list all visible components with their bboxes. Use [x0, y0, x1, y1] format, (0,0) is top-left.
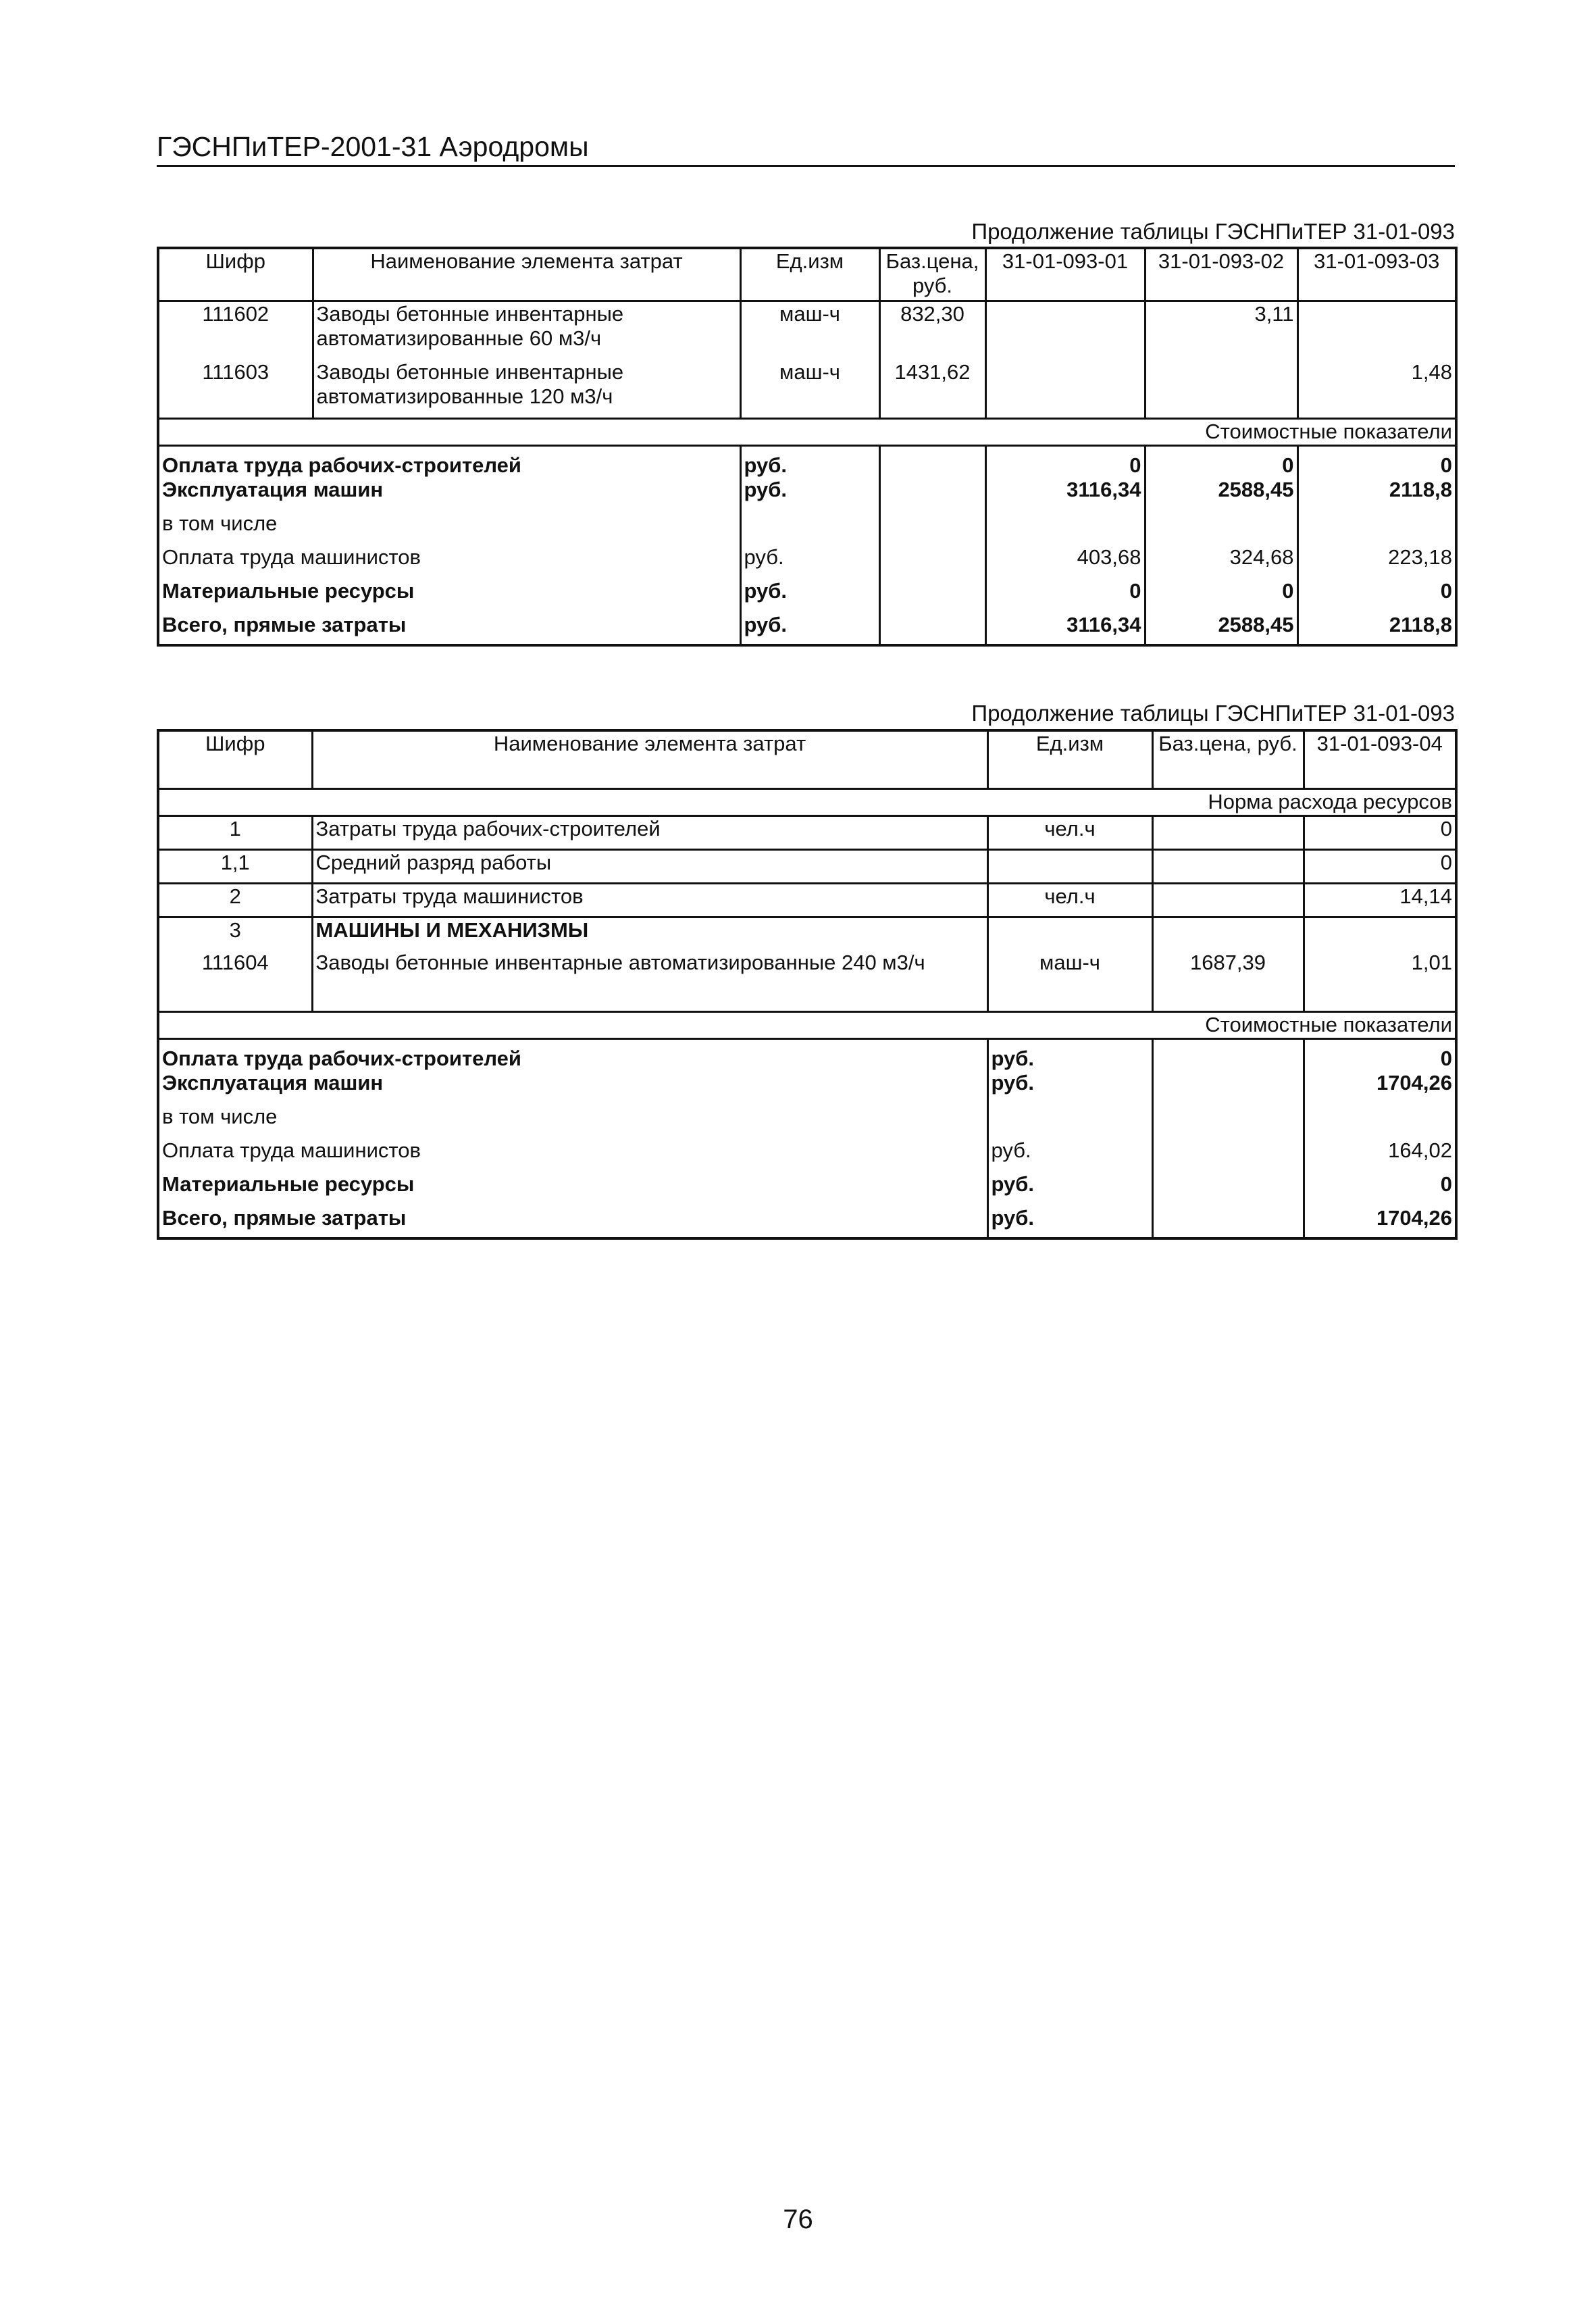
table-row	[158, 301, 1456, 360]
cost-unit	[987, 1105, 1152, 1138]
table-row	[158, 951, 1456, 1011]
cost-value	[1304, 1105, 1456, 1138]
resource-name: Заводы бетонные инвентарные автоматизированные 120 м3/ч	[313, 360, 740, 418]
cost-unit: руб.	[740, 545, 879, 579]
resource-value: 0	[1304, 849, 1456, 883]
col-header-price: Баз.цена, руб.	[1152, 730, 1304, 788]
col-header-093-04: 31-01-093-04	[1304, 730, 1456, 788]
cost-name: Оплата труда машинистов	[162, 545, 421, 569]
cost-value: 0	[1297, 579, 1456, 613]
table2	[157, 729, 1458, 1240]
cost-row	[158, 1172, 1456, 1206]
resource-price: 832,30	[879, 301, 985, 360]
cost-name: в том числе	[162, 1104, 278, 1128]
cost-value: 2588,45	[1145, 613, 1297, 645]
cost-unit: руб.	[987, 1206, 1152, 1238]
cost-row	[158, 511, 1456, 545]
cost-unit: руб.	[987, 1047, 1152, 1071]
resource-price	[1152, 917, 1304, 951]
resource-value	[1304, 917, 1456, 951]
page-header: ГЭСНПиТЕР-2001-31 Аэродромы	[157, 130, 1455, 167]
resource-value: 3,11	[1145, 301, 1297, 360]
table1-caption: Продолжение таблицы ГЭСНПиТЕР 31-01-093	[971, 219, 1455, 244]
resource-unit: маш-ч	[740, 360, 879, 418]
cost-value: 324,68	[1145, 545, 1297, 579]
resource-value	[985, 360, 1145, 418]
resource-name: Заводы бетонные инвентарные автоматизированные 240 м3/ч	[312, 951, 987, 1011]
col-header-093-01: 31-01-093-01	[985, 248, 1145, 301]
resource-value	[1297, 301, 1456, 360]
cost-row	[158, 1071, 1456, 1105]
resource-code: 2	[158, 883, 312, 917]
cost-value: 3116,34	[985, 613, 1145, 645]
resource-code: 1,1	[158, 849, 312, 883]
cost-row	[158, 453, 1456, 478]
cost-row	[158, 613, 1456, 645]
cost-name: Эксплуатация машин	[162, 477, 384, 501]
section-heading-row	[158, 788, 1456, 815]
cost-name: Эксплуатация машин	[162, 1070, 384, 1095]
cost-row	[158, 1105, 1456, 1138]
section-heading-row	[158, 418, 1456, 445]
table1	[157, 247, 1458, 647]
resource-name: Средний разряд работы	[312, 849, 987, 883]
section-norm-label: Норма расхода ресурсов	[158, 788, 1456, 815]
cost-name: в том числе	[162, 511, 278, 535]
resource-value	[985, 301, 1145, 360]
cost-value	[1297, 511, 1456, 545]
cost-unit: руб.	[740, 453, 879, 478]
cost-value: 0	[1145, 579, 1297, 613]
resource-code: 3	[158, 917, 312, 951]
cost-row	[158, 478, 1456, 511]
cost-value: 223,18	[1297, 545, 1456, 579]
cost-value: 403,68	[985, 545, 1145, 579]
cost-value: 2118,8	[1297, 613, 1456, 645]
table1-header-row	[158, 248, 1456, 301]
resource-unit: маш-ч	[987, 951, 1152, 1011]
col-header-name: Наименование элемента затрат	[312, 730, 987, 788]
table-row	[158, 849, 1456, 883]
resource-value	[1145, 360, 1297, 418]
resource-price: 1431,62	[879, 360, 985, 418]
resource-price: 1687,39	[1152, 951, 1304, 1011]
cost-value: 164,02	[1304, 1138, 1456, 1172]
cost-value	[985, 511, 1145, 545]
table-row	[158, 815, 1456, 849]
resource-name: Затраты труда машинистов	[312, 883, 987, 917]
resource-code: 111602	[158, 301, 313, 360]
cost-unit: руб.	[740, 613, 879, 645]
col-header-price: Баз.цена, руб.	[879, 248, 985, 301]
cost-value: 0	[985, 579, 1145, 613]
resource-unit: чел.ч	[987, 815, 1152, 849]
resource-name: Заводы бетонные инвентарные автоматизированные 60 м3/ч	[313, 301, 740, 360]
section-cost-label: Стоимостные показатели	[158, 1011, 1456, 1038]
resource-price	[1152, 883, 1304, 917]
resource-price	[1152, 849, 1304, 883]
cost-value: 0	[1304, 1172, 1456, 1206]
resource-value: 1,48	[1297, 360, 1456, 418]
table-row	[158, 917, 1456, 951]
cost-unit: руб.	[740, 579, 879, 613]
cost-unit	[740, 511, 879, 545]
cost-name: Всего, прямые затраты	[162, 612, 407, 636]
cost-unit: руб.	[987, 1071, 1152, 1105]
col-header-unit: Ед.изм	[987, 730, 1152, 788]
col-header-name: Наименование элемента затрат	[313, 248, 740, 301]
table2-caption: Продолжение таблицы ГЭСНПиТЕР 31-01-093	[971, 701, 1455, 726]
resource-code: 1	[158, 815, 312, 849]
cost-value: 0	[1145, 453, 1297, 478]
cost-unit: руб.	[740, 478, 879, 511]
section-heading-row	[158, 1011, 1456, 1038]
cost-value: 1704,26	[1304, 1206, 1456, 1238]
table2-header-row	[158, 730, 1456, 788]
resource-name: МАШИНЫ И МЕХАНИЗМЫ	[312, 917, 987, 951]
cost-row	[158, 1138, 1456, 1172]
section-cost-label: Стоимостные показатели	[158, 418, 1456, 445]
resource-price	[1152, 815, 1304, 849]
table-row	[158, 883, 1456, 917]
col-header-code: Шифр	[158, 248, 313, 301]
cost-unit: руб.	[987, 1138, 1152, 1172]
col-header-093-02: 31-01-093-02	[1145, 248, 1297, 301]
col-header-code: Шифр	[158, 730, 312, 788]
cost-row	[158, 545, 1456, 579]
cost-value: 0	[1304, 1047, 1456, 1071]
resource-value: 1,01	[1304, 951, 1456, 1011]
cost-row	[158, 579, 1456, 613]
cost-row	[158, 1047, 1456, 1071]
cost-name: Оплата труда рабочих-строителей	[162, 1046, 521, 1070]
col-header-093-03: 31-01-093-03	[1297, 248, 1456, 301]
cost-value: 2118,8	[1297, 478, 1456, 511]
cost-name: Всего, прямые затраты	[162, 1205, 407, 1230]
resource-code: 111604	[158, 951, 312, 1011]
cost-name: Материальные ресурсы	[162, 1172, 415, 1196]
cost-row	[158, 1206, 1456, 1238]
page-number: 76	[783, 2205, 813, 2234]
resource-unit	[987, 849, 1152, 883]
resource-value: 0	[1304, 815, 1456, 849]
cost-unit: руб.	[987, 1172, 1152, 1206]
resource-unit: маш-ч	[740, 301, 879, 360]
cost-value: 2588,45	[1145, 478, 1297, 511]
cost-value	[1145, 511, 1297, 545]
resource-unit	[987, 917, 1152, 951]
cost-name: Оплата труда машинистов	[162, 1138, 421, 1162]
cost-name: Оплата труда рабочих-строителей	[162, 453, 521, 477]
cost-value: 0	[1297, 453, 1456, 478]
resource-unit: чел.ч	[987, 883, 1152, 917]
resource-name: Затраты труда рабочих-строителей	[312, 815, 987, 849]
resource-value: 14,14	[1304, 883, 1456, 917]
cost-value: 0	[985, 453, 1145, 478]
cost-value: 1704,26	[1304, 1071, 1456, 1105]
table-row	[158, 360, 1456, 418]
cost-name: Материальные ресурсы	[162, 578, 415, 603]
resource-code: 111603	[158, 360, 313, 418]
col-header-unit: Ед.изм	[740, 248, 879, 301]
cost-value: 3116,34	[985, 478, 1145, 511]
